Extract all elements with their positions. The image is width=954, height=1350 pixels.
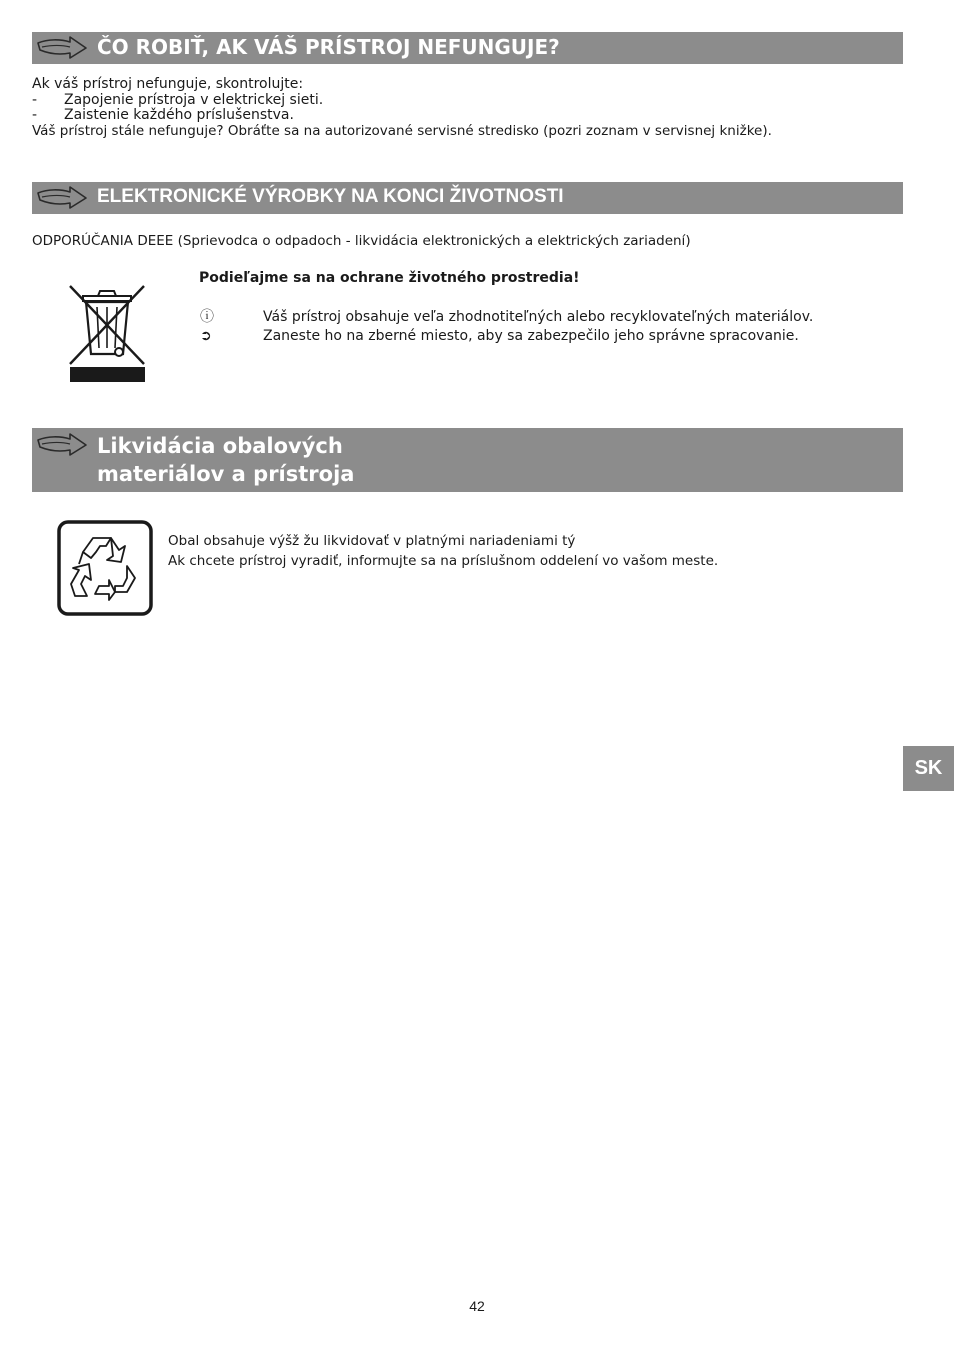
hand-arrow-icon — [36, 34, 88, 62]
packaging-line1: Obal obsahuje výšž žu likvidovať v platnými nariadeniami tý — [168, 533, 576, 549]
section3-title — [97, 432, 354, 488]
hand-arrow-icon — [36, 184, 88, 212]
crossed-bin-icon — [68, 284, 146, 382]
list-bullet: - — [32, 92, 38, 108]
list-item: Zaneste ho na zberné miesto, aby sa zabezpečilo jeho správne spracovanie. — [263, 328, 799, 344]
arrow-bullet-icon: ➲ — [200, 328, 212, 344]
recycle-icon — [57, 520, 153, 616]
info-icon: ⓘ — [200, 309, 214, 325]
section1-intro: Ak váš prístroj nefunguje, skontrolujte: — [32, 76, 304, 92]
language-tab: SK — [903, 746, 954, 791]
hand-arrow-icon — [36, 431, 88, 459]
section3-title-line1: Likvidácia obalových — [97, 434, 343, 458]
section1-title: ČO ROBIŤ, AK VÁŠ PRÍSTROJ NEFUNGUJE? — [97, 35, 560, 59]
list-item: Zaistenie každého príslušenstva. — [64, 107, 294, 123]
section1-header — [32, 32, 903, 64]
environment-heading: Podieľajme sa na ochrane životného prostredia! — [199, 270, 580, 286]
section3-header — [32, 428, 903, 492]
list-item: Váš prístroj obsahuje veľa zhodnotiteľných alebo recyklovateľných materiálov. — [263, 309, 814, 325]
section2-title: ELEKTRONICKÉ VÝROBKY NA KONCI ŽIVOTNOSTI — [97, 186, 564, 207]
section3-title-line2: materiálov a prístroja — [97, 462, 355, 486]
section2-header — [32, 182, 903, 214]
list-item: Zapojenie prístroja v elektrickej sieti. — [64, 92, 324, 108]
deee-recommendation: ODPORÚČANIA DEEE (Sprievodca o odpadoch - likvidácia elektronických a elektrických zariadení) — [32, 233, 691, 249]
list-bullet: - — [32, 107, 38, 123]
packaging-line2: Ak chcete prístroj vyradiť, informujte sa na príslušnom oddelení vo vašom meste. — [168, 553, 719, 569]
section1-footer: Váš prístroj stále nefunguje? Obráťte sa na autorizované servisné stredisko (pozri zoznam v servisnej knižke). — [32, 123, 772, 139]
page-number: 42 — [469, 1298, 485, 1314]
